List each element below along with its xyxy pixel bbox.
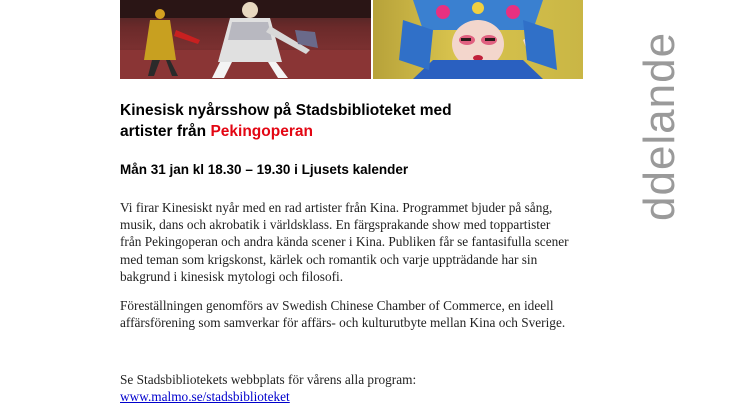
header-photos: [120, 0, 583, 79]
description-paragraph: Vi firar Kinesiskt nyår med en rad artister från Kina. Programmet bjuder på sång, musik, dans och akrobatik i världsklass. En färgsprakande show med toppartister från Pekingoperan och andra kända scener i Kina. Publiken får se fantasifulla scener med teman som krigskonst, kärlek och romantik och varje uppträdande har sin bakgrund i kinesisk mytologi och filosofi.: [120, 200, 569, 284]
side-label-text: ddelande: [635, 31, 684, 221]
heading-line1: Kinesisk nyårsshow på Stadsbiblioteket med: [120, 102, 452, 119]
event-heading: [120, 100, 540, 142]
library-website-link[interactable]: www.malmo.se/stadsbiblioteket: [120, 389, 290, 405]
opera-actress-photo: [373, 0, 583, 79]
heading-line2-prefix: artister från: [120, 123, 211, 140]
opera-performers-photo: [120, 0, 371, 79]
heading-highlight: Pekingoperan: [210, 123, 313, 140]
program-paragraph: [120, 371, 572, 405]
side-label: [612, 31, 722, 240]
organizer-paragraph: Föreställningen genomförs av Swedish Chinese Chamber of Commerce, en ideell affärsförening som samverkar för affärs- och kulturutbyte mellan Kina och Sverige.: [120, 298, 566, 331]
event-date: Mån 31 jan kl 18.30 – 19.30 i Ljusets kalender: [120, 162, 409, 177]
program-text: Se Stadsbibliotekets webbplats för vårens alla program:: [120, 372, 417, 387]
